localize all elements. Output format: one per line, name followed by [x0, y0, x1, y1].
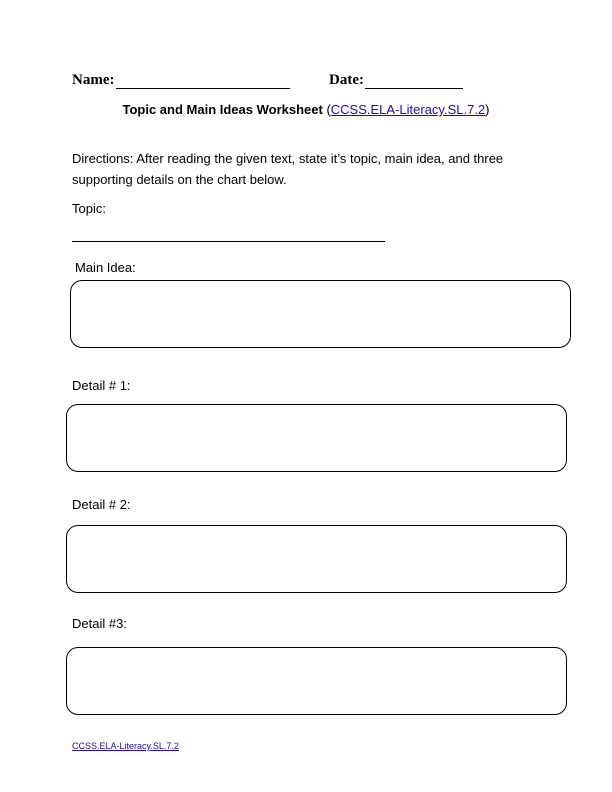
topic-blank-line[interactable] — [72, 241, 385, 242]
name-label: Name: — [72, 72, 115, 88]
directions-line-2: supporting details on the chart below. — [72, 172, 287, 187]
detail-1-label: Detail # 1: — [72, 378, 131, 393]
worksheet-title — [0, 102, 612, 117]
detail-3-box[interactable] — [66, 647, 567, 715]
name-blank-line[interactable] — [116, 88, 290, 89]
date-label: Date: — [329, 72, 364, 88]
worksheet-title-text: Topic and Main Ideas Worksheet — [122, 102, 323, 117]
topic-label: Topic: — [72, 201, 106, 216]
detail-3-label: Detail #3: — [72, 616, 127, 631]
date-blank-line[interactable] — [365, 88, 463, 89]
directions — [72, 148, 552, 190]
detail-2-box[interactable] — [66, 525, 567, 593]
detail-2-label: Detail # 2: — [72, 497, 131, 512]
main-idea-box[interactable] — [70, 280, 571, 348]
standard-link[interactable]: CCSS.ELA-Literacy.SL.7.2 — [330, 102, 486, 117]
title-close-paren: ) — [485, 102, 490, 117]
detail-1-box[interactable] — [66, 404, 567, 472]
footer-standard-link[interactable]: CCSS.ELA-Literacy.SL.7.2 — [72, 741, 179, 751]
directions-line-1: Directions: After reading the given text, state it’s topic, main idea, and three — [72, 151, 504, 166]
title-open-paren: ( — [322, 102, 331, 117]
main-idea-label: Main Idea: — [75, 260, 136, 275]
